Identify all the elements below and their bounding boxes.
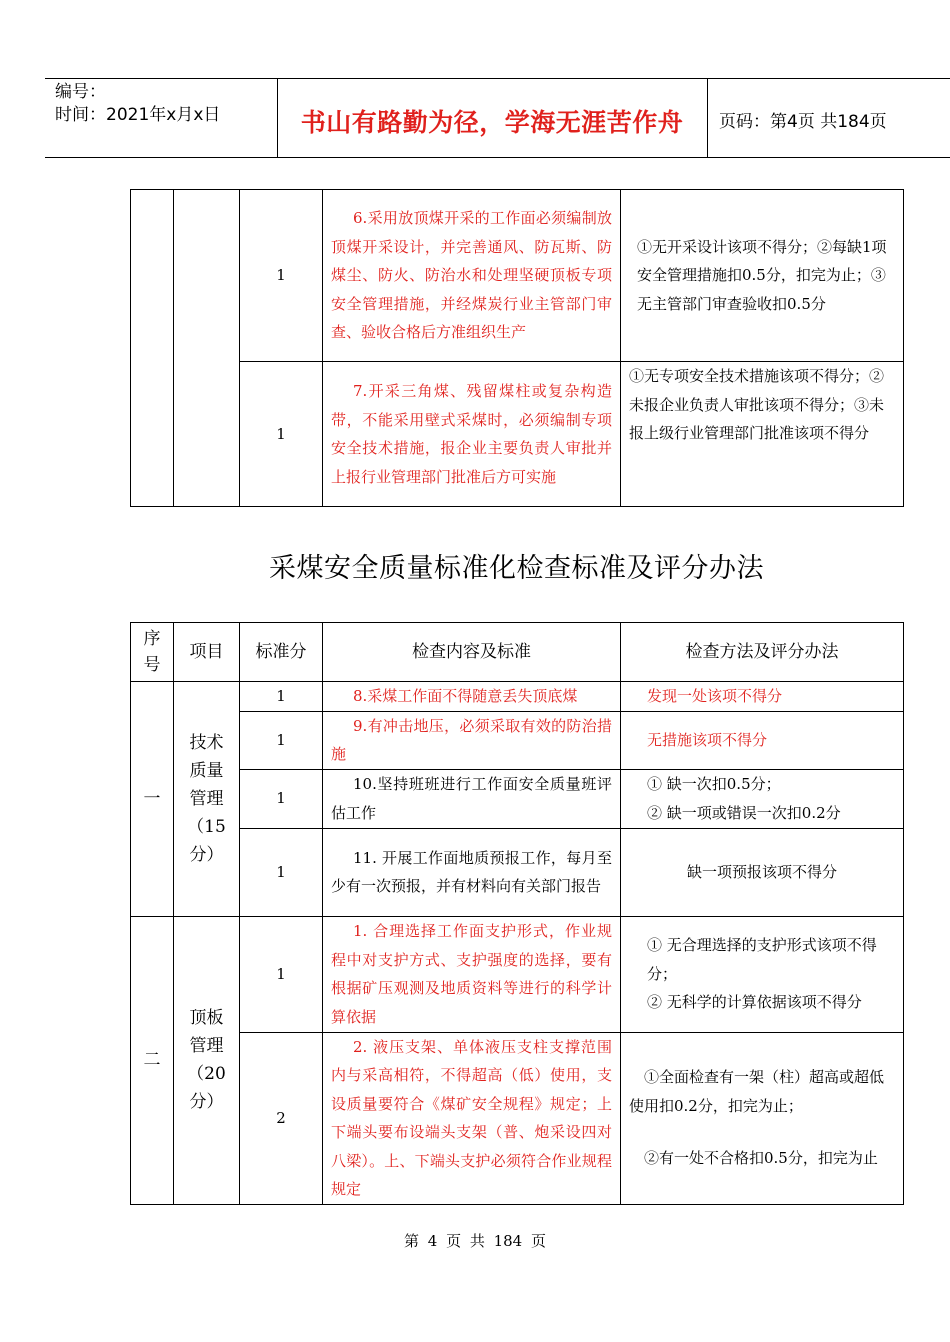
method-cell: ①无专项安全技术措施该项不得分；②未报企业负责人审批该项不得分；③未报上级行业管理部门批准该项不得分	[621, 362, 904, 507]
content-cell: 9.有冲击地压，必须采取有效的防治措施	[323, 711, 621, 769]
table-row	[131, 1032, 904, 1204]
content-cell: 11. 开展工作面地质预报工作，每月至少有一次预报，并有材料向有关部门报告	[323, 828, 621, 916]
header-method: 检查方法及评分办法	[621, 623, 904, 682]
score-cell: 2	[240, 1032, 323, 1204]
score-cell: 1	[240, 682, 323, 712]
item-cell	[174, 190, 240, 507]
section-title: 采煤安全质量标准化检查标准及评分办法	[269, 553, 764, 584]
seq-cell: 一	[131, 682, 174, 917]
score-cell: 1	[240, 916, 323, 1032]
method-cell: ①全面检查有一架（柱）超高或超低使用扣0.2分，扣完为止； ②有一处不合格扣0.5分，扣完为止	[621, 1032, 904, 1204]
serial-label: 编号：	[55, 82, 106, 102]
score-cell: 1	[240, 362, 323, 507]
content-cell: 2. 液压支架、单体液压支柱支撑范围内与采高相符，不得超高（低）使用，支设质量要符合《煤矿安全规程》规定；上下端头要布设端头支架（普、炮采设四对八梁）。上、下端头支护必须符合作业规程规定	[323, 1032, 621, 1204]
method-cell: 发现一处该项不得分	[621, 682, 904, 712]
score-cell: 1	[240, 190, 323, 362]
seq-cell	[131, 190, 174, 507]
header-page-info: 页码：第4页 共184页	[719, 112, 887, 132]
method-cell: 无措施该项不得分	[621, 711, 904, 769]
method-cell: ①无开采设计该项不得分；②每缺1项安全管理措施扣0.5分，扣完为止；③无主管部门审查验收扣0.5分	[621, 190, 904, 362]
header-divider	[707, 79, 708, 157]
standards-table	[130, 622, 904, 1205]
header-seq: 序号	[131, 623, 174, 682]
method-cell: 缺一项预报该项不得分	[621, 828, 904, 916]
table-row	[131, 682, 904, 712]
score-cell: 1	[240, 769, 323, 828]
page-footer: 第 4 页 共 184 页	[403, 1232, 546, 1250]
table-row	[131, 828, 904, 916]
table-row	[131, 711, 904, 769]
header-item: 项目	[174, 623, 240, 682]
item-cell: 顶板管理（20分）	[174, 916, 240, 1204]
content-cell: 1. 合理选择工作面支护形式，作业规程中对支护方式、支护强度的选择，要有根据矿压观测及地质资料等进行的科学计算依据	[323, 916, 621, 1032]
page-header	[45, 78, 950, 158]
content-cell: 8.采煤工作面不得随意丢失顶底煤	[323, 682, 621, 712]
table-row	[131, 362, 904, 507]
method-cell: ① 缺一次扣0.5分； ② 缺一项或错误一次扣0.2分	[621, 769, 904, 828]
header-motto: 书山有路勤为径，学海无涯苦作舟	[300, 108, 684, 137]
seq-cell: 二	[131, 916, 174, 1204]
header-score: 标准分	[240, 623, 323, 682]
table-row	[131, 916, 904, 1032]
continuation-table	[130, 189, 904, 507]
content-cell: 10.坚持班班进行工作面安全质量班评估工作	[323, 769, 621, 828]
item-cell: 技术质量管理（15分）	[174, 682, 240, 917]
content-cell: 7.开采三角煤、残留煤柱或复杂构造带，不能采用壁式采煤时，必须编制专项安全技术措施，报企业主要负责人审批并上报行业管理部门批准后方可实施	[323, 362, 621, 507]
header-content: 检查内容及标准	[323, 623, 621, 682]
method-cell: ① 无合理选择的支护形式该项不得分； ② 无科学的计算依据该项不得分	[621, 916, 904, 1032]
table-row	[131, 190, 904, 362]
table-row	[131, 769, 904, 828]
content-cell: 6.采用放顶煤开采的工作面必须编制放顶煤开采设计，并完善通风、防瓦斯、防煤尘、防火、防治水和处理坚硬顶板专项安全管理措施，并经煤炭行业主管部门审查、验收合格后方准组织生产	[323, 190, 621, 362]
score-cell: 1	[240, 828, 323, 916]
time-label: 时间：2021年x月x日	[55, 105, 221, 125]
header-meta	[55, 81, 220, 127]
score-cell: 1	[240, 711, 323, 769]
header-row	[131, 623, 904, 682]
